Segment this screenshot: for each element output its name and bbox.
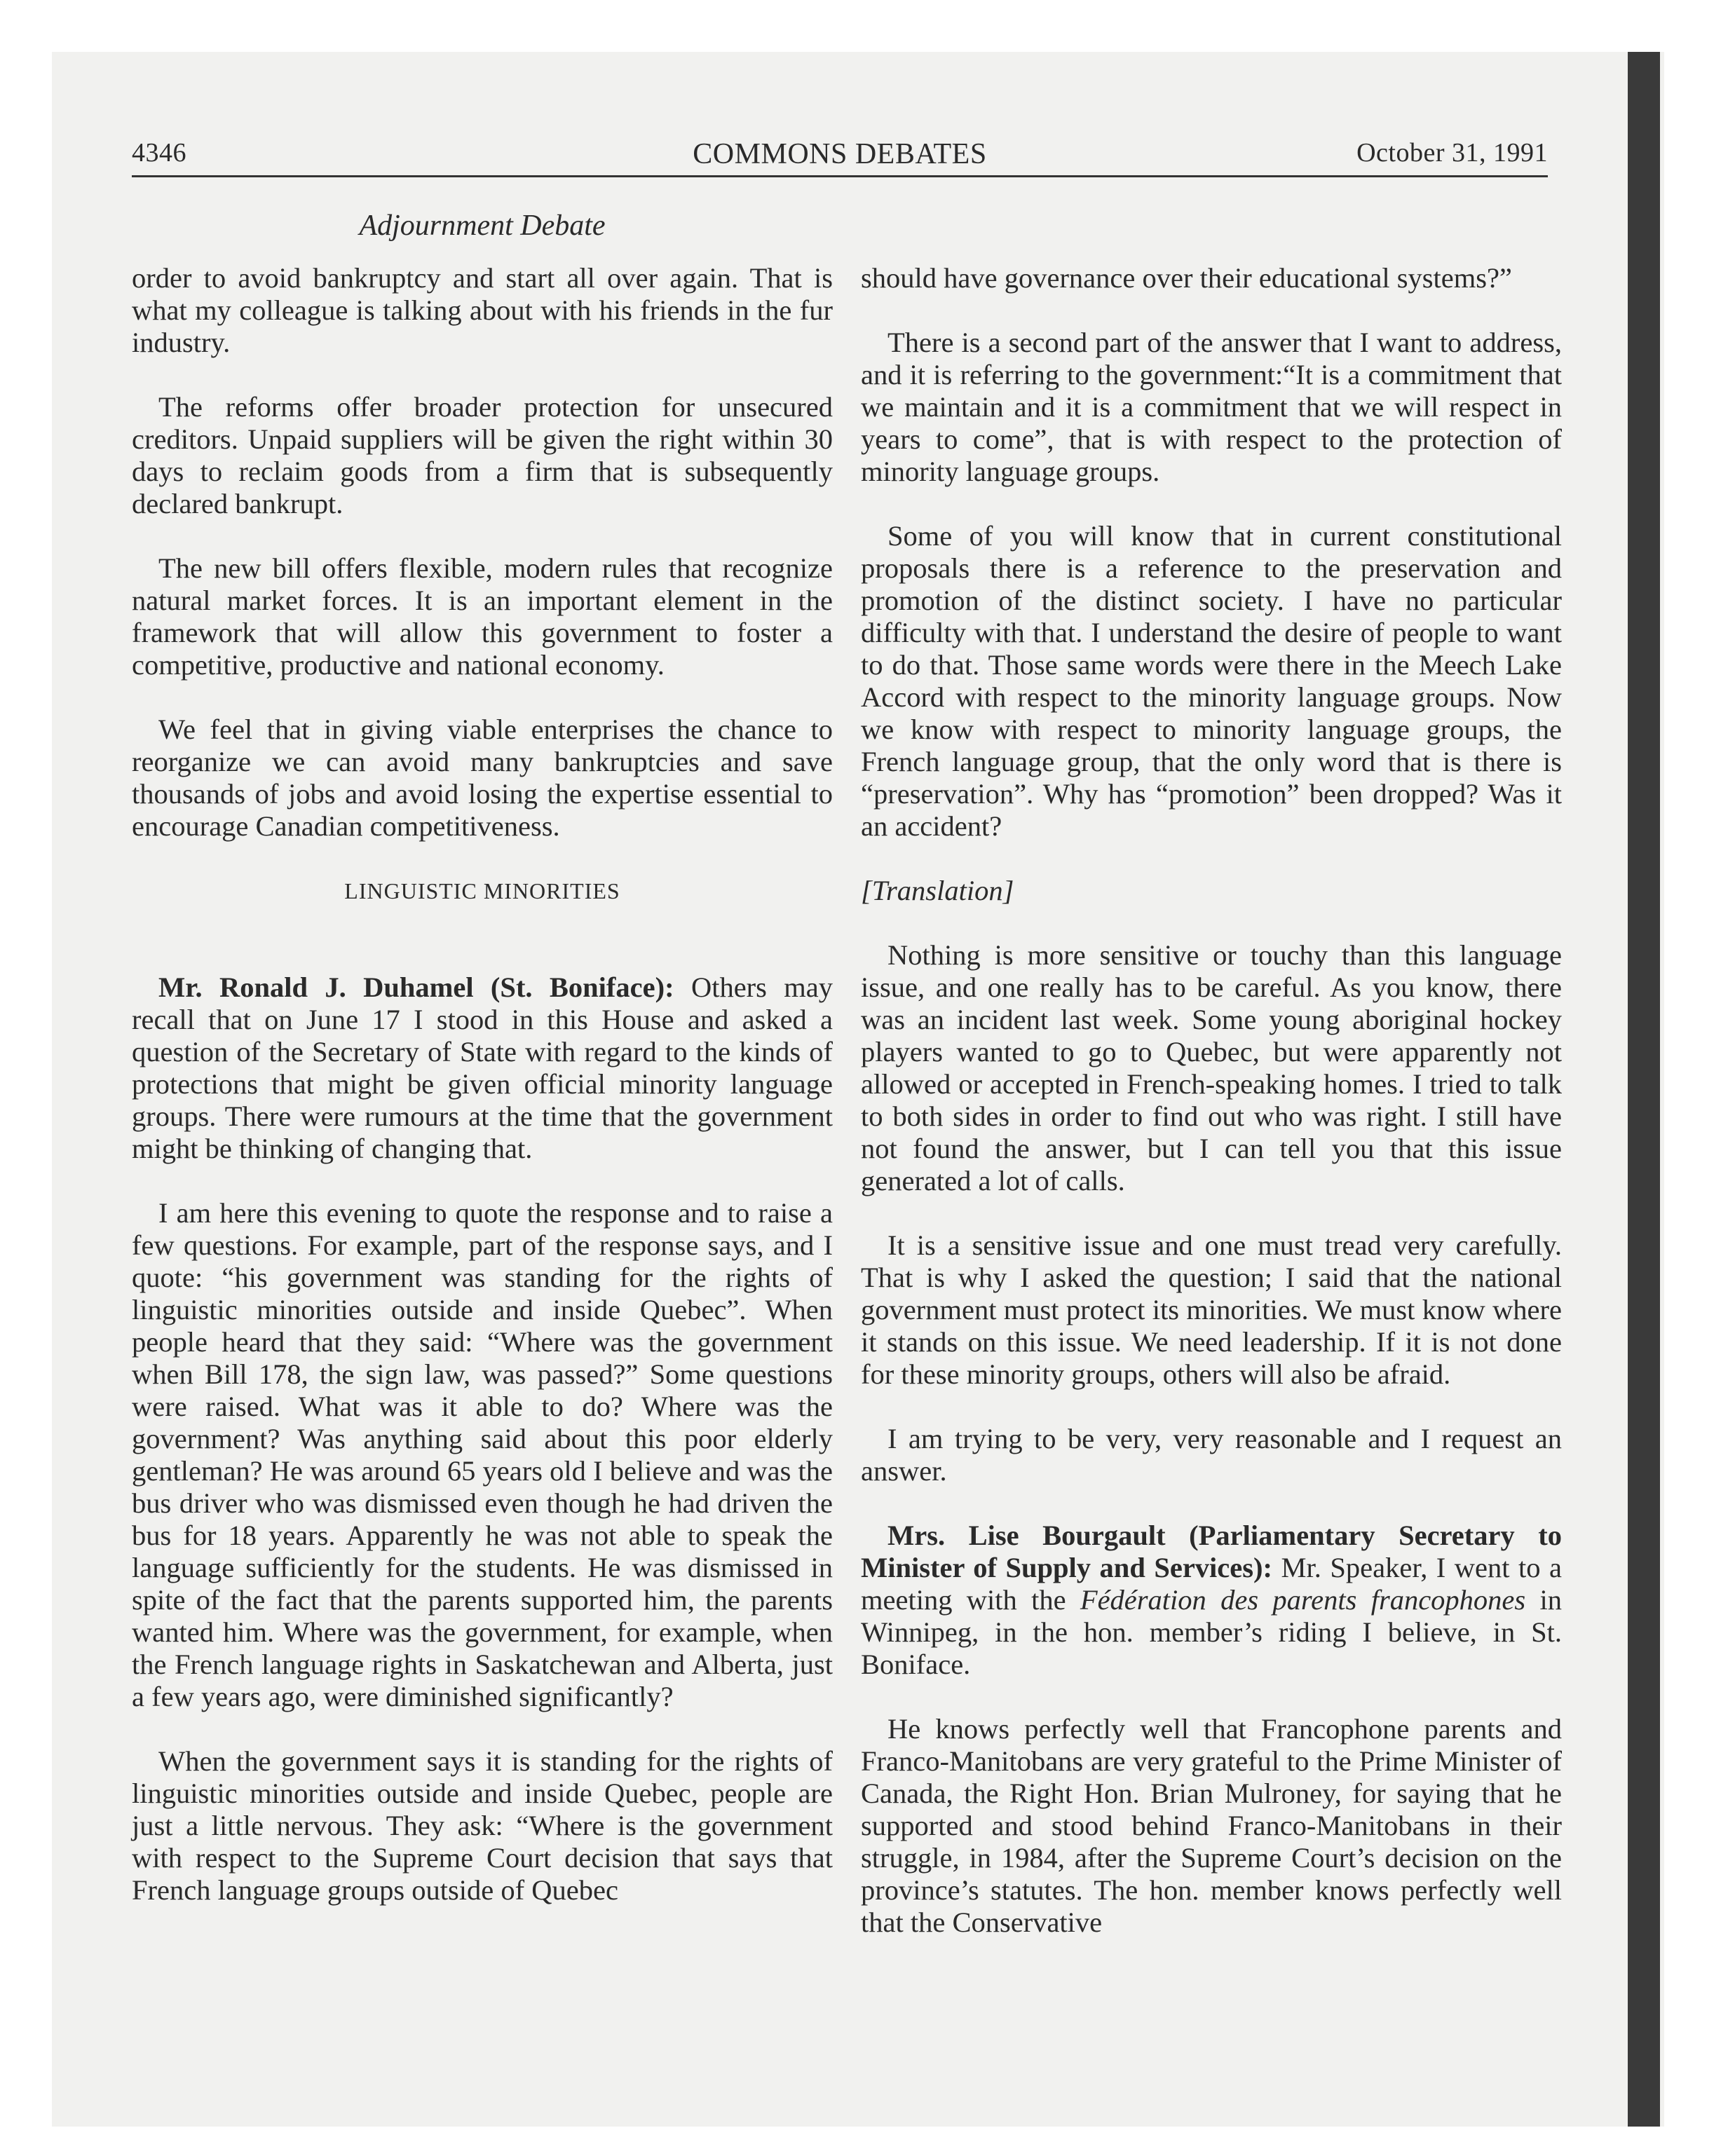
paragraph: It is a sensitive issue and one must tread very carefully. That is why I asked the question; I said that the national government must protect its minorities. We must know where it stands on this issue. We need leadership. If it is not done for these minority groups, others will also be afraid. <box>861 1229 1562 1390</box>
section-label: Adjournment Debate <box>359 210 606 242</box>
publication-title: COMMONS DEBATES <box>693 138 987 170</box>
paragraph: Some of you will know that in current constitutional proposals there is a reference to the preservation and promotion of the distinct society. I have no particular difficulty with that. I understand the desire of people to want to do that. Those same words were there in the Meech Lake Accord with respect to the minority language groups. Now we know with respect to minority language groups, the French language group, that the only word that is there is “preservation”. Why has “promotion” been dropped? Was it an accident? <box>861 520 1562 842</box>
left-column <box>132 262 833 1906</box>
paragraph: He knows perfectly well that Francophone parents and Franco-Manitobans are very grateful to the Prime Minister of Canada, the Right Hon. Brian Mulroney, for saying that he supported and stood behind Franco-Manitobans in their struggle, in 1984, after the Supreme Court’s decision on the province’s statutes. The hon. member knows perfectly well that the Conservative <box>861 1713 1562 1938</box>
speaker-name: Mr. Ronald J. Duhamel (St. Boniface): <box>158 971 674 1003</box>
speech-text: in Winnipeg, in the hon. member’s riding I believe, in St. Boniface. <box>861 1584 1562 1680</box>
paragraph: I am here this evening to quote the response and to raise a few questions. For example, part of the response says, and I quote: “his government was standing for the rights of linguistic minorities outside and inside Quebec”. When people heard that they said: “Where was the government when Bill 178, the sign law, was passed?” Some questions were raised. What was it able to do? Where was the government? Was anything said about this poor elderly gentleman? He was around 65 years old I believe and was the bus driver who was dismissed even though he had driven the bus for 18 years. Apparently he was not able to speak the language sufficiently for the students. He was dismissed in spite of the fact that the parents supported him, the parents wanted him. Where was the government, for example, when the French language rights in Saskatchewan and Alberta, just a few years ago, were diminished significantly? <box>132 1197 833 1712</box>
page-header <box>132 133 1548 175</box>
paragraph <box>861 1520 1562 1681</box>
paragraph: There is a second part of the answer that I want to address, and it is referring to the government:“It is a commitment that we maintain and it is a commitment that we will respect in years to come”, that is with respect to the protection of minority language groups. <box>861 327 1562 487</box>
paragraph: I am trying to be very, very reasonable and I request an answer. <box>861 1423 1562 1487</box>
paragraph: The new bill offers flexible, modern rules that recognize natural market forces. It is an important element in the framework that will allow this government to foster a competitive, productive and national economy. <box>132 552 833 681</box>
paragraph: should have governance over their educational systems?” <box>861 262 1512 294</box>
paragraph: When the government says it is standing for the rights of linguistic minorities outside and inside Quebec, people are just a little nervous. They ask: “Where is the government with respect to the Supreme Court decision that says that French language groups outside of Quebec <box>132 1745 833 1906</box>
organization-name: Fédération des parents francophones <box>1080 1584 1526 1616</box>
speaker-name: Mrs. Lise Bourgault (Parliamentary Secretary to Minister of Supply and Services): <box>861 1520 1562 1583</box>
paragraph: Nothing is more sensitive or touchy than this language issue, and one really has to be careful. As you know, there was an incident last week. Some young aboriginal hockey players wanted to go to Quebec, but were apparently not allowed or accepted in French-speaking homes. I tried to talk to both sides in order to find out who was right. I still have not found the answer, but I can tell you that this issue generated a lot of calls. <box>861 939 1562 1196</box>
speech-text: Mr. Speaker, I went to a meeting with the <box>861 1552 1562 1616</box>
page-number: 4346 <box>132 138 186 168</box>
header-rule <box>132 175 1548 177</box>
speech-text: Others may recall that on June 17 I stood in this House and asked a question of the Secretary of State with regard to the kinds of protections that might be given official minority language groups. There were rumours at the time that the government might be thinking of changing that. <box>132 971 834 1164</box>
scan-edge-bar <box>1628 52 1660 2127</box>
paragraph: order to avoid bankruptcy and start all over again. That is what my colleague is talking about with his friends in the fur industry. <box>132 262 833 358</box>
paragraph: We feel that in giving viable enterprises the chance to reorganize we can avoid many bankruptcies and save thousands of jobs and avoid losing the expertise essential to encourage Canadian competitiveness. <box>132 714 833 842</box>
section-heading: LINGUISTIC MINORITIES <box>344 878 620 903</box>
right-column <box>861 262 1562 1939</box>
translation-tag: [Translation] <box>861 875 1014 906</box>
paragraph: The reforms offer broader protection for unsecured creditors. Unpaid suppliers will be given the right within 30 days to reclaim goods from a firm that is subsequently declared bankrupt. <box>132 391 833 519</box>
paragraph <box>132 971 833 1165</box>
publication-date: October 31, 1991 <box>1356 138 1548 168</box>
